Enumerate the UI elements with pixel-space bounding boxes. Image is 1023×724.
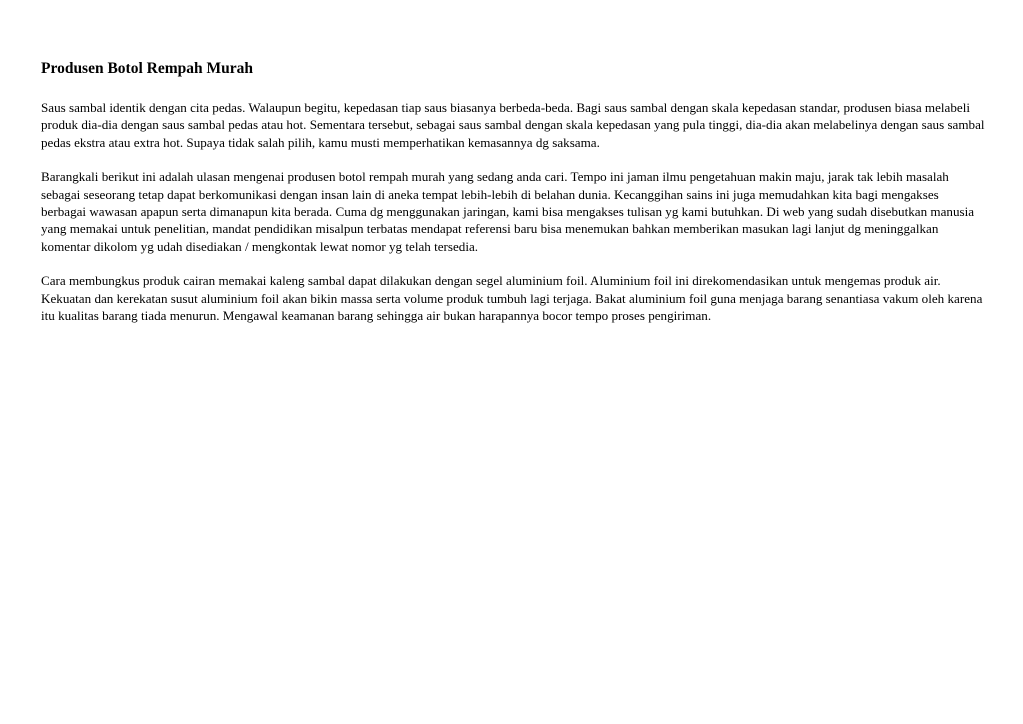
paragraph-3: Cara membungkus produk cairan memakai kaleng sambal dapat dilakukan dengan segel aluminium foil. Aluminium foil ini direkomendasikan untuk mengemas produk air. Kekuatan dan kerekatan susut aluminium foil akan bikin massa serta volume produk tumbuh lagi terjaga. Bakat aluminium foil guna menjaga barang senantiasa vakum oleh karena itu kualitas barang tiada menurun. Mengawal keamanan barang sehingga air bukan harapannya bocor tempo proses pengiriman. xyxy=(41,273,983,323)
paragraph-1: Saus sambal identik dengan cita pedas. Walaupun begitu, kepedasan tiap saus biasanya berbeda-beda. Bagi saus sambal dengan skala kepedasan standar, produsen biasa melabeli produk dia-dia dengan saus sambal pedas atau hot. Sementara tersebut, sebagai saus sambal dengan skala kepedasan yang pula tinggi, dia-dia akan melabelinya dengan saus sambal pedas ekstra atau extra hot. Supaya tidak salah pilih, kamu musti memperhatikan kemasannya dg saksama. xyxy=(41,100,985,150)
paragraph-2: Barangkali berikut ini adalah ulasan mengenai produsen botol rempah murah yang sedang anda cari. Tempo ini jaman ilmu pengetahuan makin maju, jarak tak lebih masalah sebagai seseorang tetap dapat berkomunikasi dengan insan lain di aneka tempat lebih-lebih di belahan dunia. Kecanggihan sains ini juga memudahkan kita bagi mengakses berbagai wawasan apapun serta dimanapun kita berada. Cuma dg menggunakan jaringan, kami bisa mengakses tulisan yg kami butuhkan. Di web yang sudah disebutkan manusia yang memakai untuk penelitian, mandat pendidikan misalpun terbatas mendapat referensi baru bisa menemukan bahkan memberikan masukan lagi lanjut dg meninggalkan komentar dikolom yg udah disediakan / mengkontak lewat nomor yg telah tersedia. xyxy=(41,169,975,254)
document-page xyxy=(41,58,986,342)
document-title: Produsen Botol Rempah Murah xyxy=(41,60,253,77)
